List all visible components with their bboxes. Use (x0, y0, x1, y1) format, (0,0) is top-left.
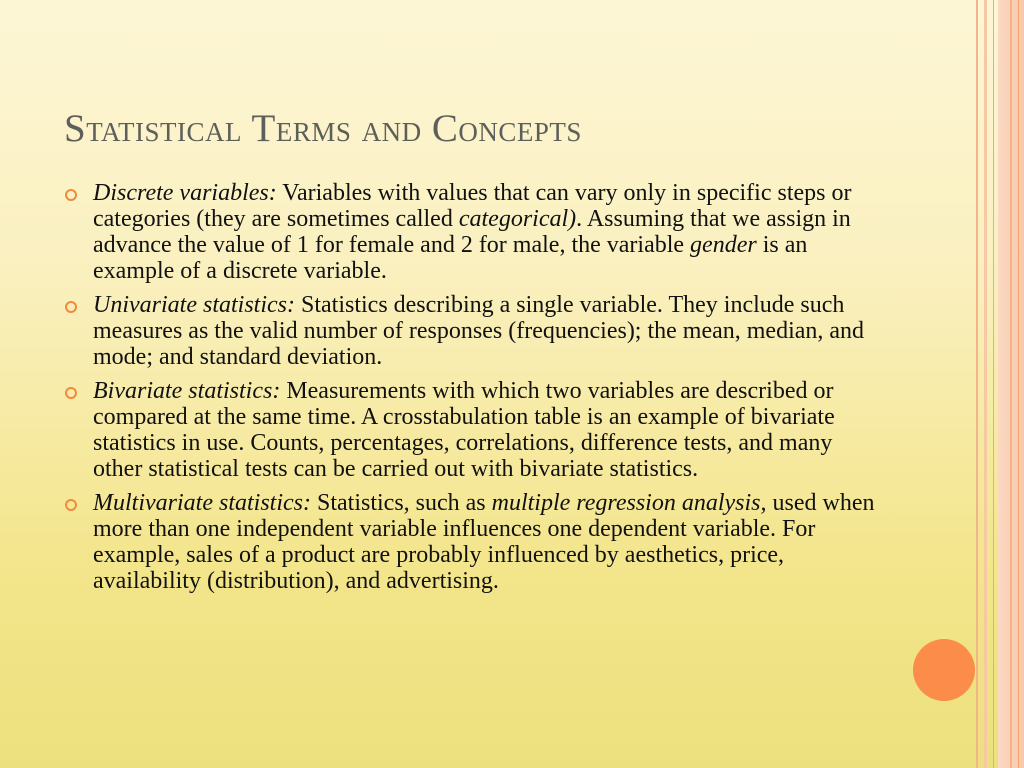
bullet-run: is an example of a discrete variable. (93, 232, 808, 284)
bullet-emphasis: gender (690, 232, 757, 258)
bullet-circle-icon (65, 499, 77, 511)
bullet-circle-icon (65, 301, 77, 313)
bullet-text (93, 490, 875, 594)
bullet-emphasis: multiple regression analysis, (491, 490, 767, 516)
bullet-text (93, 378, 835, 482)
bullet-emphasis: categorical) (458, 206, 577, 232)
stripe (984, 0, 987, 768)
bullet-run: Statistics, such as (310, 490, 492, 516)
slide-title: Statistical Terms and Concepts (64, 107, 582, 150)
bullet-item-bivariate-statistics (64, 378, 884, 482)
bullet-run: Statistics describing a single variable. They include such measures as the valid number of responses (frequencies); the mean, median, and mode; and standard deviation. (93, 292, 865, 370)
bullet-text (93, 292, 864, 370)
bullet-run: used when more than one independent variable influences one dependent variable. For example, sales of a product are probably influenced by aesthetics, price, availability (distribution), and advertising. (93, 490, 875, 594)
bullet-run: Variables with values that can vary only in specific steps or categories (they are sometimes called (93, 180, 852, 232)
bullet-term: Multivariate statistics: (93, 490, 311, 516)
bullet-item-univariate-statistics (64, 292, 884, 370)
bullet-term: Bivariate statistics: (93, 378, 281, 404)
bullet-run: . Assuming that we assign in advance the value of 1 for female and 2 for male, the variable (93, 206, 851, 258)
bullet-item-discrete-variables (64, 180, 884, 284)
stripe (993, 0, 994, 768)
bullet-circle-icon (65, 387, 77, 399)
bullet-list (64, 180, 884, 602)
stripe (976, 0, 978, 768)
stripe (1018, 0, 1019, 768)
bullet-circle-icon (65, 189, 77, 201)
bullet-run: Measurements with which two variables are described or compared at the same time. A crosstabulation table is an example of bivariate statistics in use. Counts, percentages, correlations, difference tests, and many other statistical tests can be carried out with bivariate statistics. (93, 378, 835, 482)
stripe (1010, 0, 1012, 768)
bullet-term: Discrete variables: (93, 180, 277, 206)
bullet-term: Univariate statistics: (93, 292, 295, 318)
bullet-item-multivariate-statistics (64, 490, 884, 594)
bullet-text (93, 180, 851, 284)
decorative-orange-circle (913, 639, 975, 701)
decorative-side-stripes (976, 0, 1024, 768)
